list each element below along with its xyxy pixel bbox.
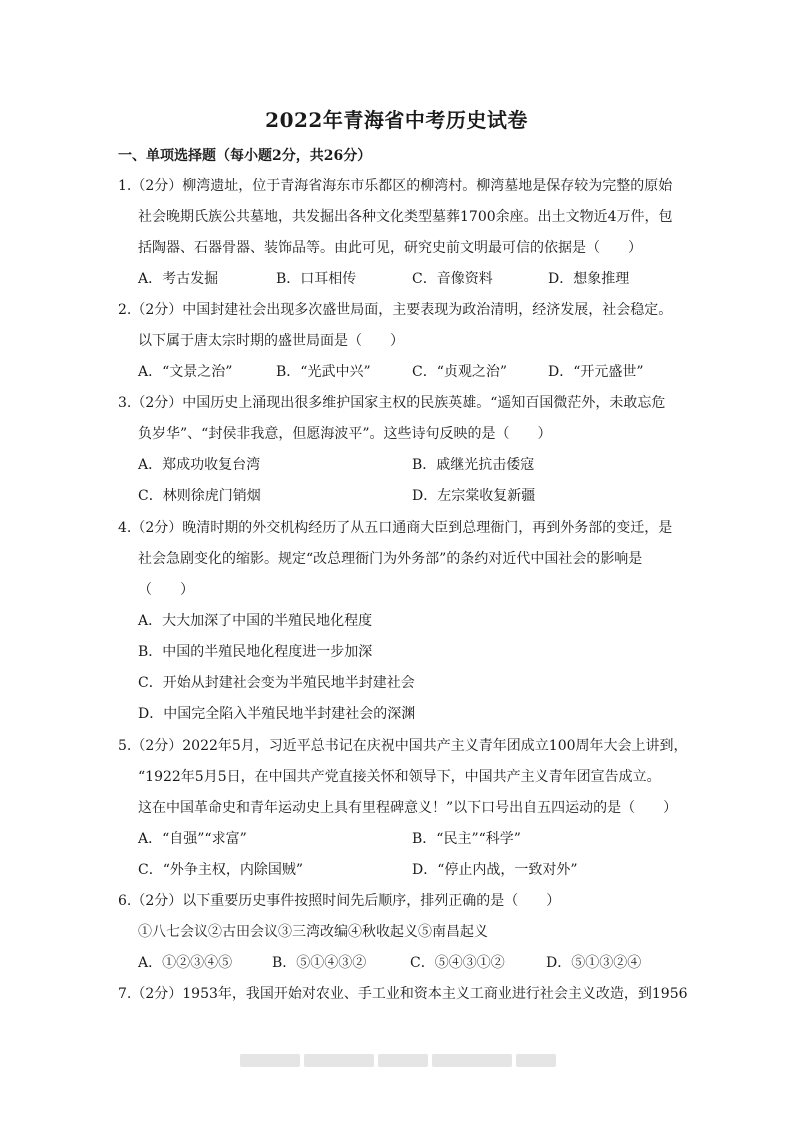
- question-1-line-2: 社会晚期氏族公共墓地，共发掘出各种文化类型墓葬1700余座。出土文物近4万件，包: [138, 209, 673, 225]
- question-2: [118, 295, 678, 388]
- option-c[interactable]: C．“外争主权，内除国贼”: [138, 862, 304, 878]
- option-b[interactable]: B．“民主”“科学”: [412, 831, 521, 847]
- option-b[interactable]: B．中国的半殖民地化程度进一步加深: [138, 644, 373, 660]
- question-5-options-row-1: [118, 824, 678, 855]
- option-b[interactable]: B．“光武中兴”: [276, 364, 371, 380]
- exam-title: 2022年青海省中考历史试卷: [265, 108, 528, 132]
- watermark-block: [240, 1054, 300, 1067]
- option-c[interactable]: C．音像资料: [412, 271, 493, 287]
- section-heading: 一、单项选择题（每小题2分，共26分）: [118, 148, 372, 164]
- watermark-block: [378, 1054, 428, 1067]
- question-1-options: [118, 264, 678, 295]
- question-5-line-1: 5.（2分）2022年5月，习近平总书记在庆祝中国共产主义青年团成立100周年大会上讲到，: [118, 738, 688, 754]
- question-5-line-2: “1922年5月5日，在中国共产党直接关怀和领导下，中国共产主义青年团宣告成立。: [138, 769, 661, 785]
- question-3-options-row-1: [118, 450, 678, 481]
- option-d[interactable]: D．想象推理: [548, 271, 630, 287]
- question-1-line-1: 1.（2分）柳湾遗址，位于青海省海东市乐都区的柳湾村。柳湾墓地是保存较为完整的原始: [118, 178, 673, 194]
- option-a[interactable]: A．郑成功收复台湾: [138, 457, 261, 473]
- question-4-line-3: （ ）: [138, 582, 194, 598]
- watermark-block: [304, 1054, 374, 1067]
- option-d[interactable]: D．中国完全陷入半殖民地半封建社会的深渊: [138, 706, 416, 722]
- footer-watermark: [240, 1054, 556, 1067]
- question-3: [118, 388, 678, 512]
- option-b[interactable]: B．戚继光抗击倭寇: [412, 457, 535, 473]
- watermark-block: [516, 1054, 556, 1067]
- question-3-line-2: 负岁华”、“封侯非我意，但愿海波平”。这些诗句反映的是（ ）: [138, 426, 552, 442]
- option-a[interactable]: A．①②③④⑤: [138, 955, 233, 971]
- option-d[interactable]: D．⑤①③②④: [546, 955, 642, 971]
- option-a[interactable]: A．大大加深了中国的半殖民地化程度: [138, 613, 373, 629]
- option-b[interactable]: B．⑤①④③②: [272, 955, 367, 971]
- question-6-options: [118, 948, 678, 979]
- option-b[interactable]: B．口耳相传: [276, 271, 357, 287]
- question-1: [118, 171, 678, 295]
- question-6: [118, 886, 678, 979]
- question-3-options-row-2: [118, 481, 678, 512]
- option-a[interactable]: A．“自强”“求富”: [138, 831, 247, 847]
- question-2-line-1: 2.（2分）中国封建社会出现多次盛世局面，主要表现为政治清明，经济发展，社会稳定。: [118, 302, 673, 318]
- question-6-line-1: 6.（2分）以下重要历史事件按照时间先后顺序，排列正确的是（ ）: [118, 893, 561, 909]
- question-4: [118, 513, 678, 730]
- question-5-line-3: 这在中国革命史和青年运动史上具有里程碑意义！”以下口号出自五四运动的是（ ）: [138, 800, 678, 816]
- question-3-line-1: 3.（2分）中国历史上涌现出很多维护国家主权的民族英雄。“遥知百国微茫外，未敢忘危: [118, 395, 666, 411]
- watermark-block: [432, 1054, 512, 1067]
- option-c[interactable]: C．“贞观之治”: [412, 364, 508, 380]
- question-2-options: [118, 357, 678, 388]
- question-7: [118, 979, 688, 1010]
- option-c[interactable]: C．开始从封建社会变为半殖民地半封建社会: [138, 675, 415, 691]
- option-d[interactable]: D．“停止内战，一致对外”: [412, 862, 578, 878]
- option-c[interactable]: C．林则徐虎门销烟: [138, 488, 261, 504]
- question-1-line-3: 括陶器、石器骨器、装饰品等。由此可见，研究史前文明最可信的依据是（ ）: [138, 240, 642, 256]
- option-c[interactable]: C．⑤④③①②: [410, 955, 505, 971]
- question-5-options-row-2: [118, 855, 678, 886]
- question-2-line-2: 以下属于唐太宗时期的盛世局面是（ ）: [138, 333, 404, 349]
- question-6-line-2: ①八七会议②古田会议③三湾改编④秋收起义⑤南昌起义: [138, 924, 488, 940]
- option-a[interactable]: A．考古发掘: [138, 271, 219, 287]
- question-4-line-2: 社会急剧变化的缩影。规定“改总理衙门为外务部”的条约对近代中国社会的影响是: [138, 551, 643, 567]
- option-d[interactable]: D．左宗棠收复新疆: [412, 488, 536, 504]
- question-4-line-1: 4.（2分）晚清时期的外交机构经历了从五口通商大臣到总理衙门，再到外务部的变迁，是: [118, 520, 673, 536]
- question-7-line-1: 7.（2分）1953年，我国开始对农业、手工业和资本主义工商业进行社会主义改造，到1956: [118, 986, 688, 1002]
- option-a[interactable]: A．“文景之治”: [138, 364, 233, 380]
- option-d[interactable]: D．“开元盛世”: [548, 364, 644, 380]
- question-5: [118, 731, 688, 886]
